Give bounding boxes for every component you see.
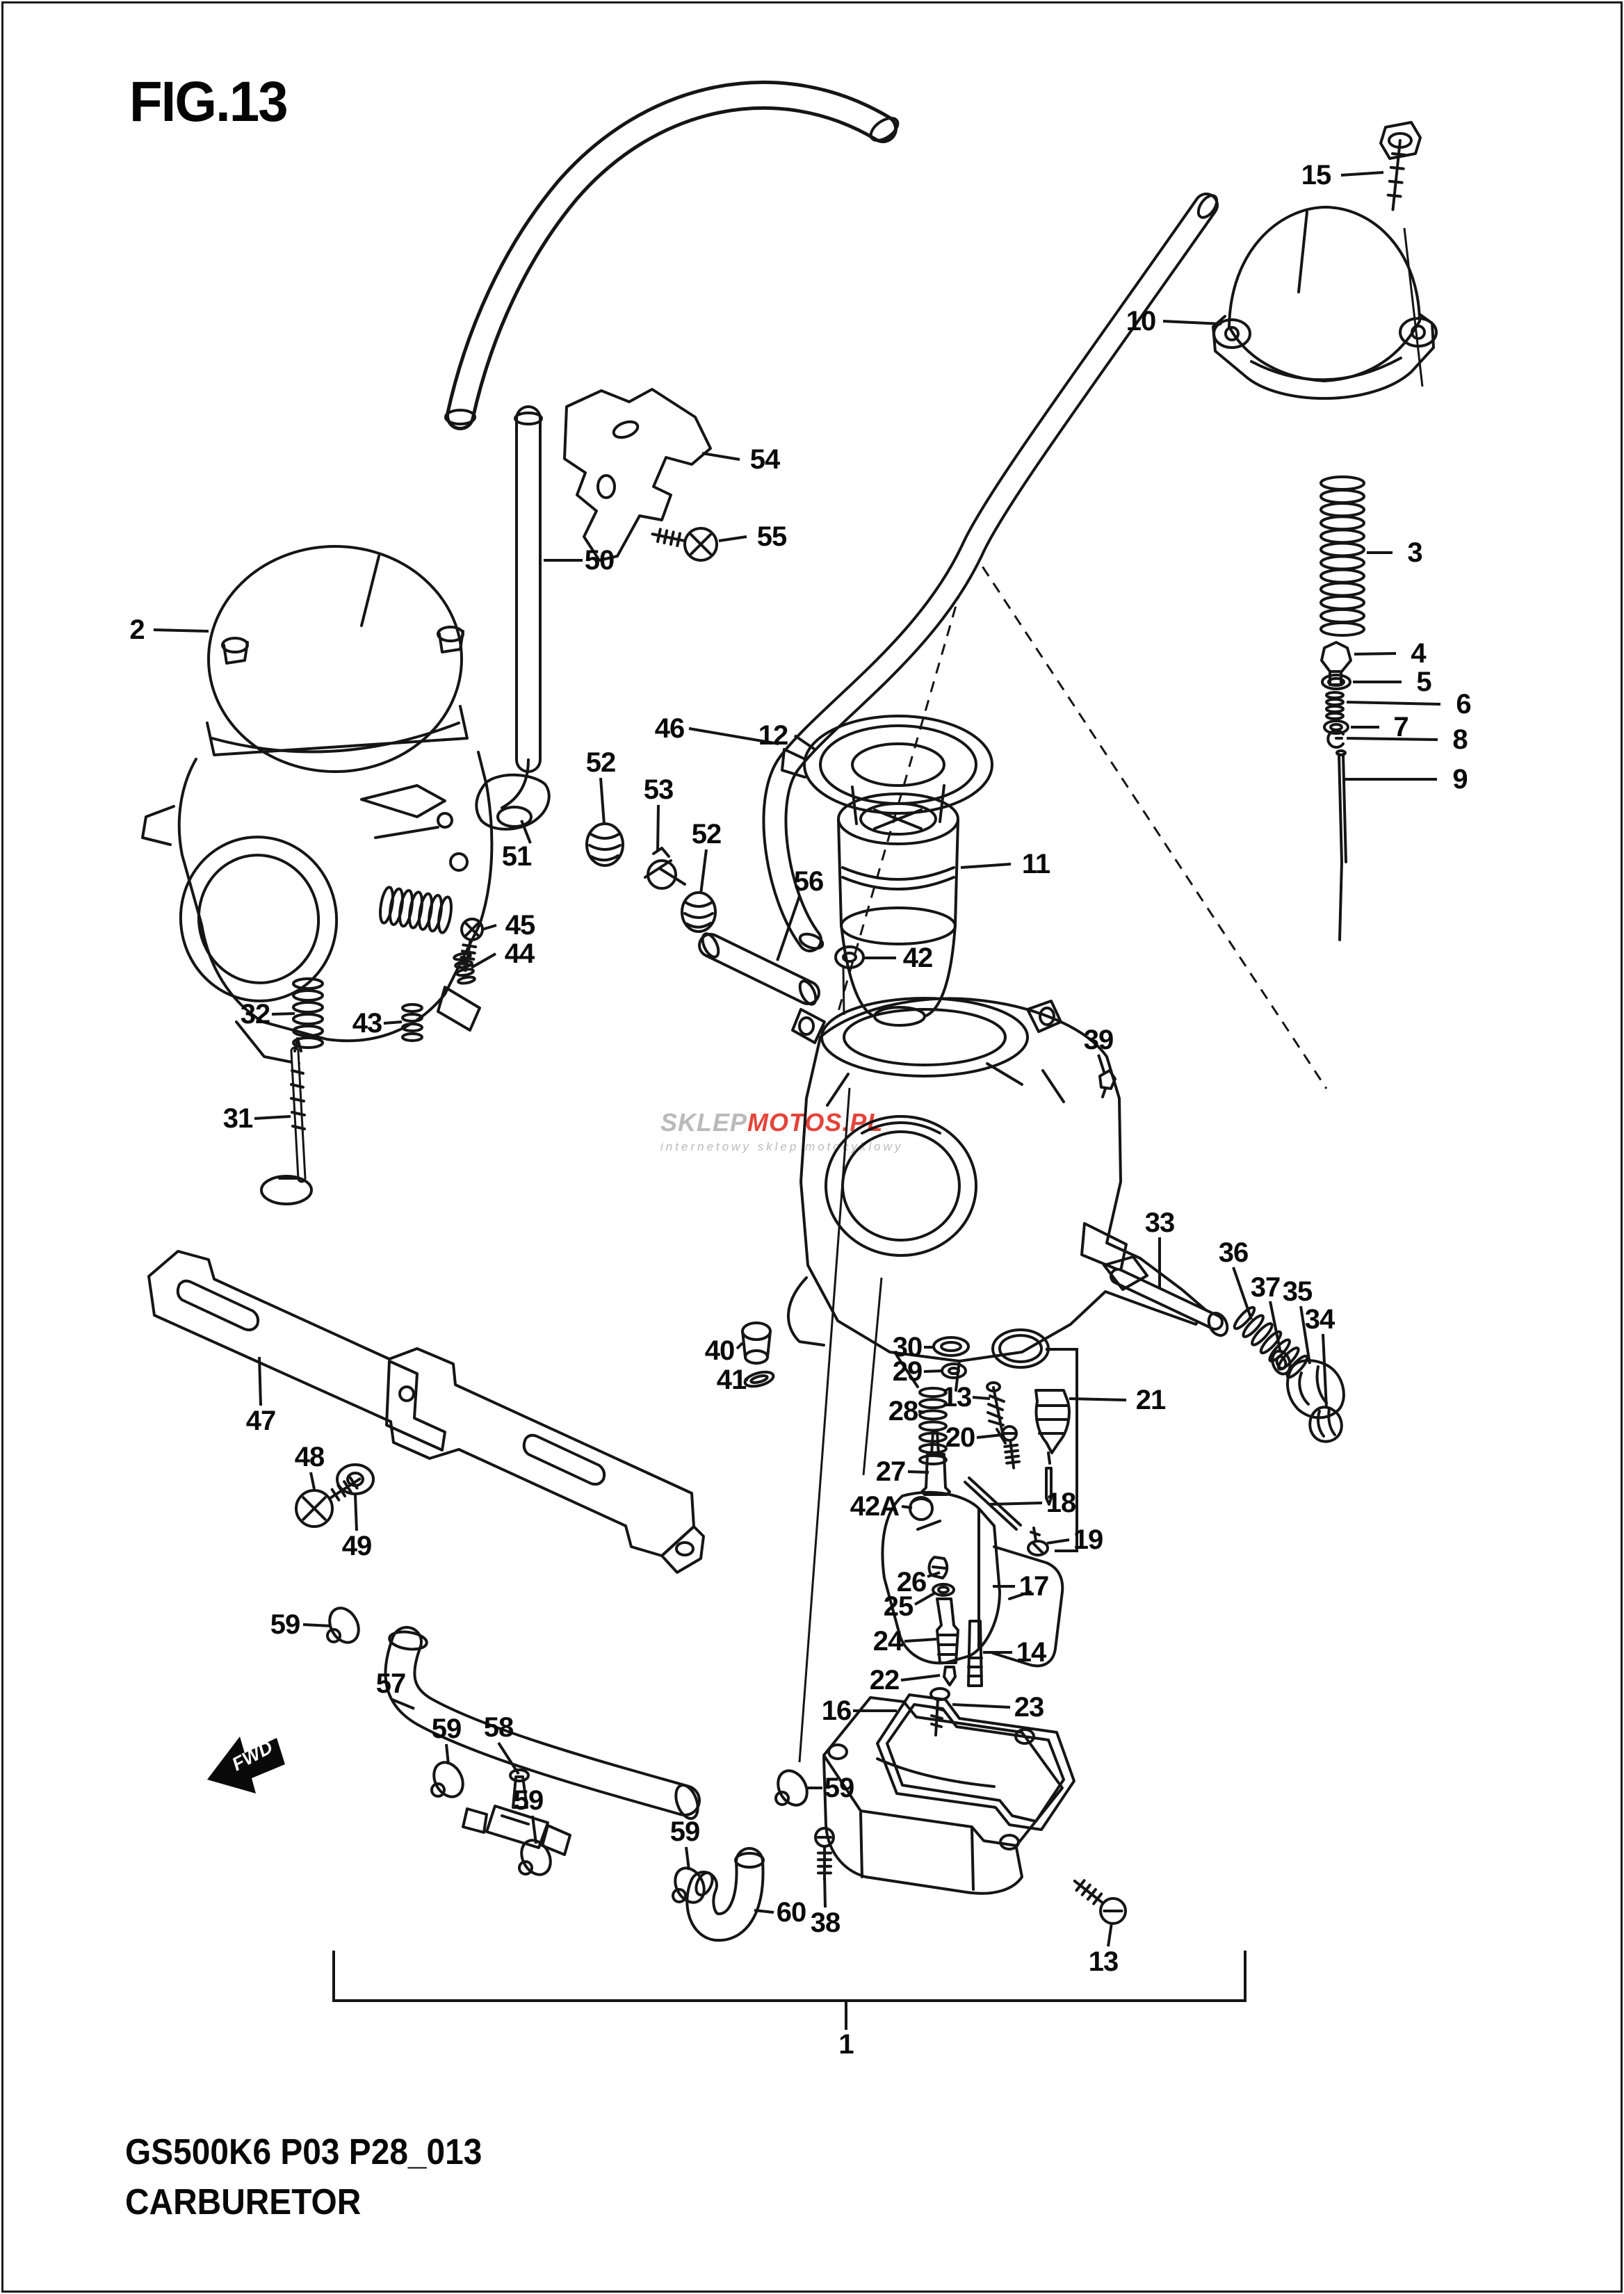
callout-label: 55 bbox=[756, 521, 787, 552]
callout-32 bbox=[241, 999, 295, 1030]
callout-label: 25 bbox=[883, 1591, 914, 1622]
leader-line bbox=[737, 1343, 742, 1349]
leader-line bbox=[719, 537, 747, 541]
leader-line bbox=[1233, 1267, 1251, 1319]
callout-label: 59 bbox=[270, 1609, 300, 1640]
callout-label: 41 bbox=[716, 1365, 747, 1395]
callout-label: 50 bbox=[584, 545, 615, 576]
callout-9 bbox=[1345, 764, 1468, 795]
leader-line bbox=[355, 1495, 357, 1531]
footer bbox=[125, 2131, 482, 2223]
leader-line bbox=[601, 778, 604, 824]
callout-40 bbox=[705, 1335, 742, 1366]
callout-label: 29 bbox=[892, 1356, 923, 1387]
leader-line bbox=[973, 1397, 990, 1399]
callout-label: 26 bbox=[896, 1567, 927, 1597]
callout-label: 47 bbox=[245, 1406, 276, 1436]
callout-label: 22 bbox=[869, 1665, 900, 1695]
callout-10 bbox=[1126, 306, 1221, 336]
callout-59 bbox=[270, 1609, 331, 1640]
callout-43 bbox=[352, 1008, 402, 1039]
callout-2 bbox=[129, 615, 209, 645]
callout-52 bbox=[586, 747, 616, 824]
callout-52 bbox=[692, 819, 722, 894]
callout-25 bbox=[884, 1591, 934, 1622]
callout-label: 59 bbox=[824, 1773, 854, 1803]
callout-41 bbox=[717, 1365, 748, 1395]
callout-label: 6 bbox=[1456, 689, 1471, 719]
callout-label: 19 bbox=[1073, 1524, 1103, 1555]
callout-50 bbox=[544, 545, 614, 576]
part-jet-needle-31 bbox=[261, 1039, 311, 1204]
fwd-label: FWD bbox=[228, 1736, 277, 1775]
callout-label: 10 bbox=[1126, 306, 1156, 336]
callout-label: 43 bbox=[352, 1008, 382, 1039]
leader-line bbox=[1347, 702, 1440, 704]
leader-line bbox=[1163, 321, 1221, 324]
callout-17 bbox=[993, 1571, 1048, 1602]
footer-code: GS500K6 P03 P28_013 bbox=[125, 2132, 482, 2172]
callout-59 bbox=[808, 1773, 854, 1803]
callout-label: 31 bbox=[222, 1103, 253, 1134]
callout-label: 12 bbox=[758, 720, 788, 751]
leader-line bbox=[311, 1472, 314, 1489]
leader-line bbox=[686, 1847, 689, 1870]
callout-55 bbox=[719, 521, 787, 552]
callout-label: 3 bbox=[1407, 537, 1422, 568]
callout-60 bbox=[754, 1897, 806, 1928]
callout-label: 42 bbox=[902, 943, 933, 973]
callout-label: 24 bbox=[872, 1626, 903, 1657]
leader-line bbox=[1347, 738, 1438, 740]
callout-11 bbox=[961, 849, 1050, 879]
callout-label: 35 bbox=[1282, 1276, 1313, 1307]
callout-label: 30 bbox=[892, 1332, 923, 1362]
part-washer-42 bbox=[836, 947, 863, 968]
callout-24 bbox=[873, 1626, 936, 1657]
callout-59 bbox=[670, 1816, 700, 1870]
watermark-brand-red: MOTOS.PL bbox=[747, 1108, 884, 1137]
callout-label: 32 bbox=[240, 999, 270, 1030]
callout-20 bbox=[945, 1422, 1002, 1453]
callout-label: 59 bbox=[513, 1785, 544, 1816]
callout-33 bbox=[1145, 1207, 1175, 1287]
figure-title: FIG.13 bbox=[129, 70, 287, 133]
callout-label: 23 bbox=[1014, 1692, 1044, 1723]
callout-29 bbox=[893, 1356, 942, 1387]
callout-49 bbox=[342, 1495, 372, 1561]
callout-15 bbox=[1301, 160, 1383, 190]
callout-5 bbox=[1353, 667, 1431, 697]
leader-line bbox=[702, 453, 740, 459]
callout-label: 34 bbox=[1304, 1304, 1335, 1335]
leader-line bbox=[482, 925, 496, 929]
leader-line bbox=[1108, 1923, 1112, 1946]
callout-label: 48 bbox=[294, 1442, 325, 1472]
callout-6 bbox=[1347, 689, 1471, 719]
leader-line bbox=[1069, 1399, 1126, 1400]
callout-label: 9 bbox=[1452, 764, 1468, 795]
leader-line bbox=[259, 1357, 261, 1406]
callout-label: 28 bbox=[888, 1396, 918, 1426]
leader-line bbox=[952, 1705, 1010, 1707]
fwd-arrow-icon bbox=[207, 1736, 285, 1793]
callout-59 bbox=[432, 1714, 462, 1764]
callout-label: 37 bbox=[1250, 1272, 1281, 1303]
callout-22 bbox=[870, 1665, 940, 1695]
leader-line bbox=[254, 1116, 291, 1118]
leader-line bbox=[701, 849, 706, 894]
callout-label: 15 bbox=[1301, 160, 1331, 190]
leader-line bbox=[1098, 1055, 1105, 1074]
callout-21 bbox=[1069, 1385, 1166, 1415]
callout-label: 45 bbox=[505, 910, 535, 941]
callout-label: 17 bbox=[1018, 1571, 1049, 1602]
callout-label: 60 bbox=[776, 1897, 806, 1928]
callout-label: 58 bbox=[483, 1712, 514, 1743]
callout-label: 13 bbox=[1088, 1946, 1119, 1977]
part-slide-11 bbox=[838, 794, 958, 1025]
callout-18 bbox=[990, 1488, 1076, 1518]
callout-4 bbox=[1354, 638, 1427, 669]
leader-line bbox=[902, 1506, 912, 1508]
watermark-brand-gray: SKLEP bbox=[660, 1108, 748, 1137]
callout-label: 27 bbox=[875, 1456, 906, 1487]
callout-label: 18 bbox=[1046, 1488, 1076, 1518]
callout-label: 49 bbox=[341, 1531, 372, 1561]
leader-line bbox=[1047, 1540, 1069, 1543]
callout-14 bbox=[983, 1637, 1047, 1668]
callout-label: 13 bbox=[941, 1382, 972, 1413]
callout-label: 7 bbox=[1393, 712, 1408, 742]
callout-label: 38 bbox=[810, 1907, 841, 1938]
callout-44 bbox=[471, 938, 535, 969]
callout-label: 8 bbox=[1452, 724, 1468, 755]
callout-31 bbox=[223, 1103, 291, 1134]
leader-line bbox=[303, 1625, 331, 1626]
callout-36 bbox=[1219, 1237, 1251, 1319]
leader-line bbox=[154, 630, 209, 631]
callout-label: 16 bbox=[821, 1695, 852, 1726]
callout-label: 54 bbox=[749, 444, 780, 475]
callout-13 bbox=[942, 1382, 990, 1413]
leader-line bbox=[924, 1371, 942, 1372]
callout-label: 57 bbox=[375, 1668, 406, 1699]
callout-label: 44 bbox=[504, 938, 535, 969]
leader-line bbox=[990, 1503, 1042, 1504]
callout-label: 1 bbox=[838, 2029, 854, 2060]
callout-3 bbox=[1367, 537, 1422, 568]
leader-line bbox=[904, 1639, 936, 1641]
part-bracket-47 bbox=[149, 1251, 704, 1572]
part-screw-39 bbox=[1100, 1071, 1115, 1097]
callout-label: 11 bbox=[1021, 849, 1050, 879]
callout-label: 4 bbox=[1411, 638, 1426, 669]
callout-label: 40 bbox=[704, 1335, 735, 1366]
leader-line bbox=[471, 954, 496, 968]
leader-line bbox=[901, 1675, 940, 1680]
callout-label: 56 bbox=[793, 866, 824, 897]
callout-label: 20 bbox=[945, 1422, 975, 1453]
callout-label: 42A bbox=[850, 1491, 900, 1522]
callout-28 bbox=[888, 1396, 925, 1426]
footer-title: CARBURETOR bbox=[125, 2182, 362, 2222]
callout-label: 59 bbox=[431, 1714, 462, 1744]
watermark-subtitle: internetowy sklep motocyklowy bbox=[660, 1140, 904, 1153]
callout-label: 21 bbox=[1135, 1385, 1166, 1415]
callout-label: 59 bbox=[669, 1816, 700, 1847]
callout-label: 53 bbox=[643, 774, 674, 805]
callout-label: 46 bbox=[654, 713, 685, 744]
callout-59 bbox=[514, 1785, 544, 1844]
callout-54 bbox=[702, 444, 781, 475]
leader-line bbox=[1354, 653, 1396, 654]
leader-line bbox=[918, 1411, 925, 1413]
callout-42 bbox=[863, 943, 932, 973]
callout-label: 52 bbox=[585, 747, 616, 778]
callout-label: 14 bbox=[1016, 1637, 1046, 1668]
leader-line bbox=[977, 1435, 1002, 1438]
callout-38 bbox=[811, 1874, 841, 1938]
callout-48 bbox=[295, 1442, 325, 1489]
leader-line bbox=[1341, 172, 1383, 175]
callout-45 bbox=[482, 910, 535, 941]
callout-1 bbox=[838, 2001, 854, 2060]
callout-label: 5 bbox=[1416, 667, 1431, 697]
callout-label: 52 bbox=[691, 819, 722, 849]
part-needle-set bbox=[1322, 642, 1351, 940]
part-needle-valve-21 bbox=[993, 1330, 1069, 1504]
callout-53 bbox=[644, 774, 674, 851]
callout-label: 39 bbox=[1083, 1025, 1114, 1055]
callout-label: 2 bbox=[129, 615, 145, 645]
leader-line bbox=[384, 1022, 402, 1023]
callout-label: 51 bbox=[501, 841, 532, 872]
callout-label: 33 bbox=[1144, 1207, 1175, 1238]
leader-line bbox=[961, 864, 1011, 868]
callout-13 bbox=[1089, 1923, 1119, 1977]
callout-label: 36 bbox=[1218, 1237, 1249, 1268]
